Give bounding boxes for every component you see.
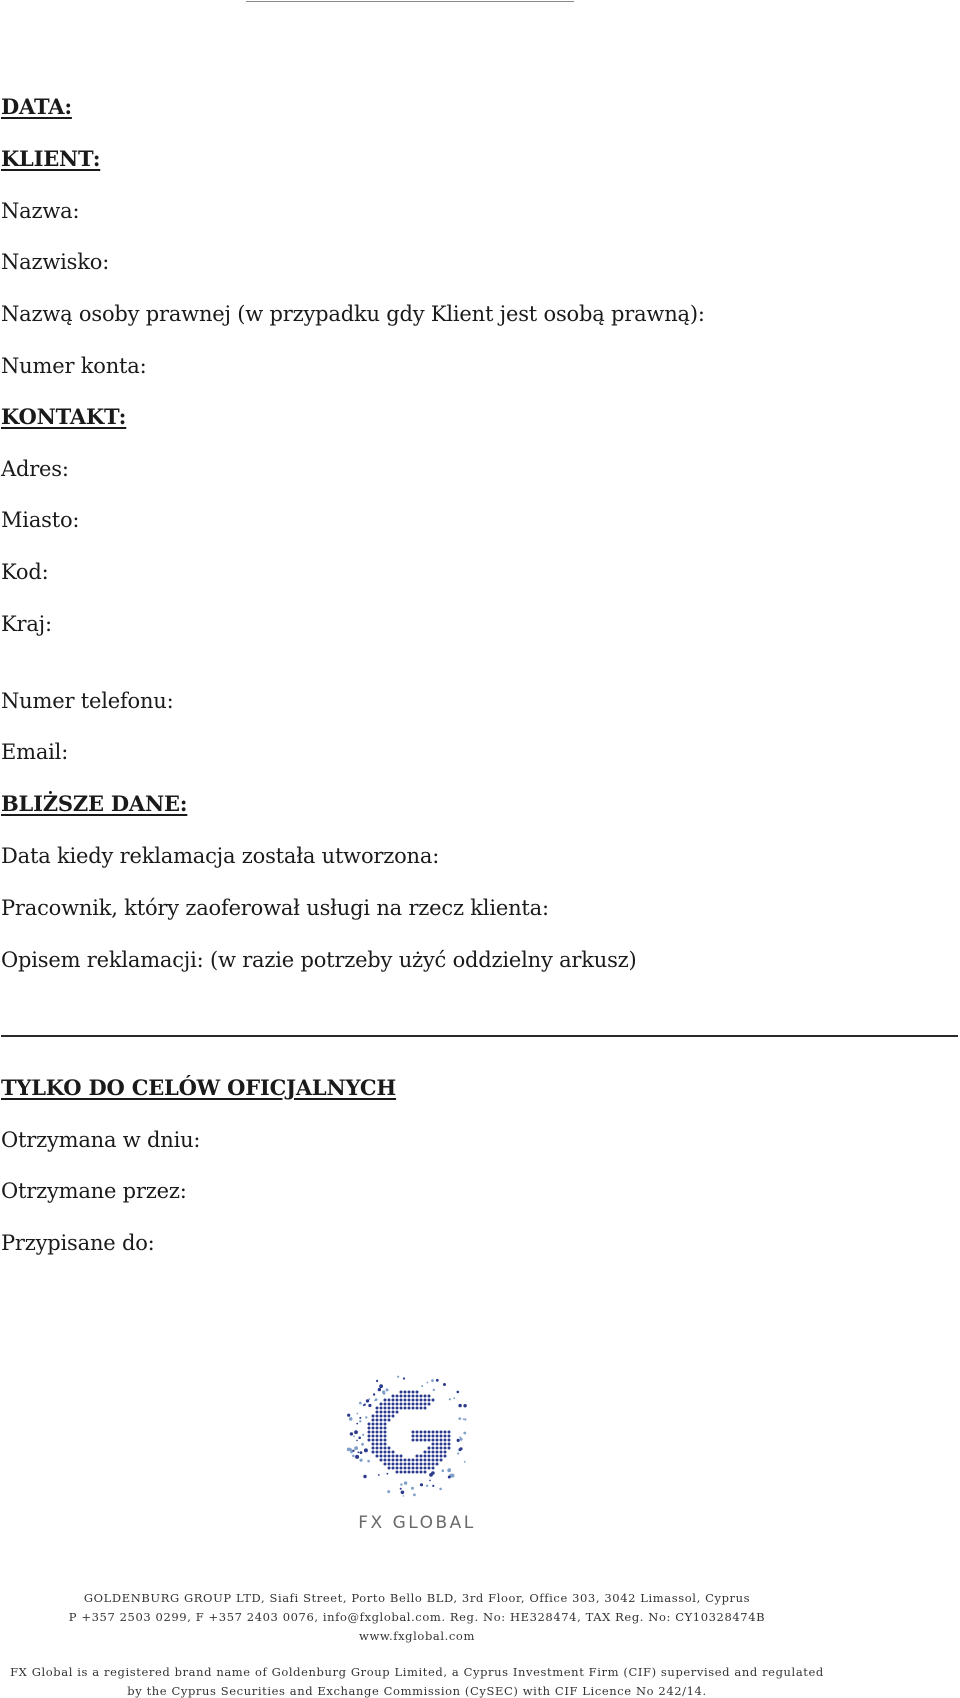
complaint-description-label: Opisem reklamacji: (w razie potrzeby użyć oddzielny arkusz) xyxy=(1,948,637,972)
footer-website: www.fxglobal.com xyxy=(359,1629,475,1643)
official-use-heading: TYLKO DO CELÓW OFICJALNYCH xyxy=(1,1075,397,1100)
footer-contact: P +357 2503 0299, F +357 2403 0076, info@fxglobal.com. Reg. No: HE328474, TAX Reg. No: CY10328474B xyxy=(68,1610,766,1624)
surname-label: Nazwisko: xyxy=(1,250,110,274)
client-heading: KLIENT: xyxy=(1,146,101,171)
section-divider xyxy=(1,1035,958,1037)
details-heading: BLIŻSZE DANE: xyxy=(1,791,188,816)
phone-label: Numer telefonu: xyxy=(1,689,174,713)
first-name-label: Nazwa: xyxy=(1,199,80,223)
footer-regulation-2: by the Cyprus Securities and Exchange Commission (CySEC) with CIF Licence No 242/14. xyxy=(127,1684,707,1698)
date-created-label: Data kiedy reklamacja została utworzona: xyxy=(1,844,440,868)
brand-name: FX GLOBAL xyxy=(358,1513,476,1533)
top-divider xyxy=(246,1,574,2)
assigned-to-label: Przypisane do: xyxy=(1,1231,155,1255)
received-on-label: Otrzymana w dniu: xyxy=(1,1128,201,1152)
employee-label: Pracownik, który zaoferował usługi na rzecz klienta: xyxy=(1,896,549,920)
postcode-label: Kod: xyxy=(1,560,49,584)
city-label: Miasto: xyxy=(1,508,80,532)
address-label: Adres: xyxy=(1,457,69,481)
legal-entity-label: Nazwą osoby prawnej (w przypadku gdy Klient jest osobą prawną): xyxy=(1,302,705,326)
account-number-label: Numer konta: xyxy=(1,354,147,378)
contact-heading: KONTAKT: xyxy=(1,404,127,429)
email-label: Email: xyxy=(1,740,69,764)
date-heading: DATA: xyxy=(1,94,72,119)
country-label: Kraj: xyxy=(1,612,52,636)
received-by-label: Otrzymane przez: xyxy=(1,1179,187,1203)
footer-regulation-1: FX Global is a registered brand name of Goldenburg Group Limited, a Cyprus Investment Firm (CIF) supervised and regulated xyxy=(10,1665,824,1679)
footer-address: GOLDENBURG GROUP LTD, Siafi Street, Porto Bello BLD, 3rd Floor, Office 303, 3042 Limassol, Cyprus xyxy=(83,1591,751,1605)
fx-global-g-logo-icon xyxy=(345,1368,475,1498)
